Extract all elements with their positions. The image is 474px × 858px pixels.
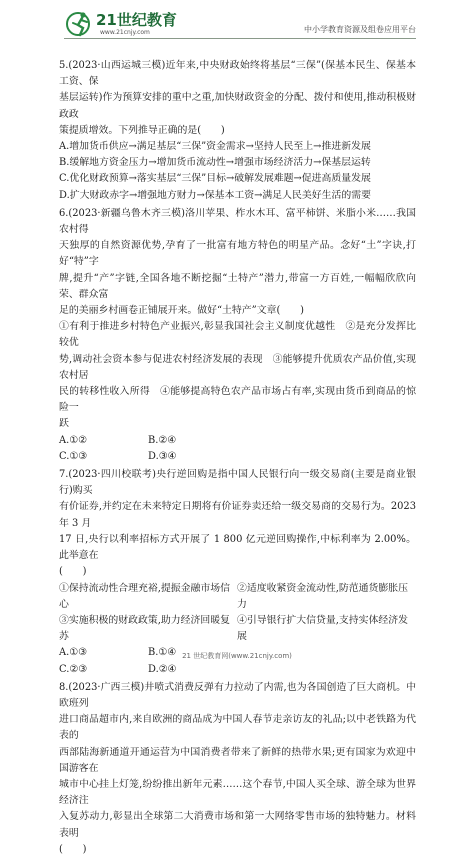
q7-statement-2: ②适度收紧资金流动性,防范通货膨胀压力 [237, 582, 409, 610]
page-header [0, 0, 474, 50]
q8-stem-line: 8.(2023·广西三模)井喷式消费反弹有力拉动了内需,也为各国创造了巨大商机。中欧班列 [59, 681, 416, 709]
q8-stem-line: 入复苏动力,彰显出全球第二大消费市场和第一大网络零售市场的独特魅力。材料表明 [59, 811, 416, 839]
q7-stem-line: 7.(2023·四川校联考)央行逆回购是指中国人民银行向一级交易商(主要是商业银行)购买 [59, 469, 416, 497]
q5-option-d: D.扩大财政赤字→增强地方财力→保基本工资→满足人民美好生活的需要 [59, 189, 372, 201]
q8-stem-line: 城市中心挂上灯笼,纷纷推出新年元素……这个春节,中国人买全球、游全球为世界经济注 [59, 778, 416, 807]
q7-statement-row [59, 613, 416, 645]
q6-option-d: D.③④ [148, 450, 177, 462]
site-logo [66, 6, 176, 42]
runner-logo-icon [66, 8, 98, 40]
page-footer: 21 世纪教育网(www.21cnjy.com) [182, 652, 292, 660]
header-platform-name: 中小学教育资源及组卷应用平台 [304, 25, 416, 34]
logo-url: www.21cnjy.com [100, 29, 150, 36]
q7-stem-line: ( ) [59, 566, 87, 578]
q5-stem-line: 策提质增效。下列推导正确的是( ) [59, 124, 225, 136]
q5-stem-line: 5.(2023·山西运城三模)近年来,中央财政始终将基层“三保”(保基本民生、保基本工资、保 [59, 60, 416, 88]
q6-stem-line: 足的美丽乡村画卷正铺展开来。做好“土特产”文章( ) [59, 305, 304, 317]
q6-stem-line: 牌,提升“产”字链,全国各地不断挖掘“土特产”潜力,带富一方百姓,一幅幅欣欣向荣、群众富 [59, 272, 416, 300]
q8-stem-line: 西部陆海新通道开通运营为中国消费者带来了新鲜的热带水果;更有国家为欢迎中国游客在 [59, 746, 416, 774]
q7-statement-4: ④引导银行扩大信贷量,支持实体经济发展 [237, 614, 409, 643]
q7-option-c: C.②③ [59, 663, 88, 675]
q5-option-a: A.增加货币供应→满足基层“三保”资金需求→坚持人民至上→推进新发展 [59, 141, 371, 153]
q7-option-b: B.①④ [148, 647, 177, 659]
question-7 [59, 467, 416, 678]
q8-stem-line: ( ) [59, 843, 87, 855]
q6-statement-line: 跃 [59, 418, 69, 430]
q5-option-b: B.缓解地方资金压力→增加货币流动性→增强市场经济活力→保基层运转 [59, 157, 371, 169]
header-divider [64, 38, 416, 39]
logo-text: 21世纪教育 [96, 11, 177, 29]
q7-statement-row [59, 581, 416, 613]
q7-statement-1: ①保持流动性合理充裕,提振金融市场信心 [59, 582, 231, 610]
q6-option-c: C.①③ [59, 450, 88, 462]
q6-options [59, 433, 416, 449]
q7-statement-3: ③实施积极的财政政策,助力经济回暖复苏 [59, 614, 231, 643]
q6-options [59, 449, 416, 465]
q6-option-a: A.①② [59, 434, 87, 446]
question-content [59, 58, 416, 858]
q7-option-a: A.①③ [59, 647, 87, 659]
question-5 [59, 58, 416, 204]
q8-stem-line: 进口商品超市内,来自欧洲的商品成为中国人春节走亲访友的礼品;以中老铁路为代表的 [59, 714, 416, 742]
q7-stem-line: 17 日,央行以利率招标方式开展了 1 800 亿元逆回购操作,中标利率为 2.00%。此举意在 [59, 533, 416, 562]
q7-stem-line: 有价证券,并约定在未来特定日期将有价证券卖还给一级交易商的交易行为。2023 年 3 月 [59, 501, 416, 529]
q6-stem-line: 天独厚的自然资源优势,孕育了一批富有地方特色的明星产品。念好“土”字诀,打好“特”字 [59, 240, 416, 268]
q6-statement-line: 势,调动社会资本参与促进农村经济发展的表现 ③能够提升优质农产品价值,实现农村居 [59, 353, 416, 381]
question-6 [59, 206, 416, 465]
question-8 [59, 680, 416, 858]
q6-statement-line: ①有利于推进乡村特色产业振兴,彰显我国社会主义制度优越性 ②是充分发挥比较优 [59, 321, 416, 349]
q6-stem-line: 6.(2023·新疆乌鲁木齐三模)洛川苹果、柞水木耳、富平柿饼、米脂小米……我国农村得 [59, 207, 416, 236]
q7-option-d: D.②④ [148, 663, 177, 675]
q5-stem-line: 基层运转)作为预算安排的重中之重,加快财政资金的分配、拨付和使用,推动积极财政政 [59, 92, 416, 120]
q6-option-b: B.②④ [148, 434, 177, 446]
q6-statement-line: 民的转移性收入所得 ④能够提高特色农产品市场占有率,实现由货币到商品的惊险一 [59, 386, 416, 414]
q5-option-c: C.优化财政预算→落实基层“三保”目标→破解发展难题→促进高质量发展 [59, 173, 371, 185]
